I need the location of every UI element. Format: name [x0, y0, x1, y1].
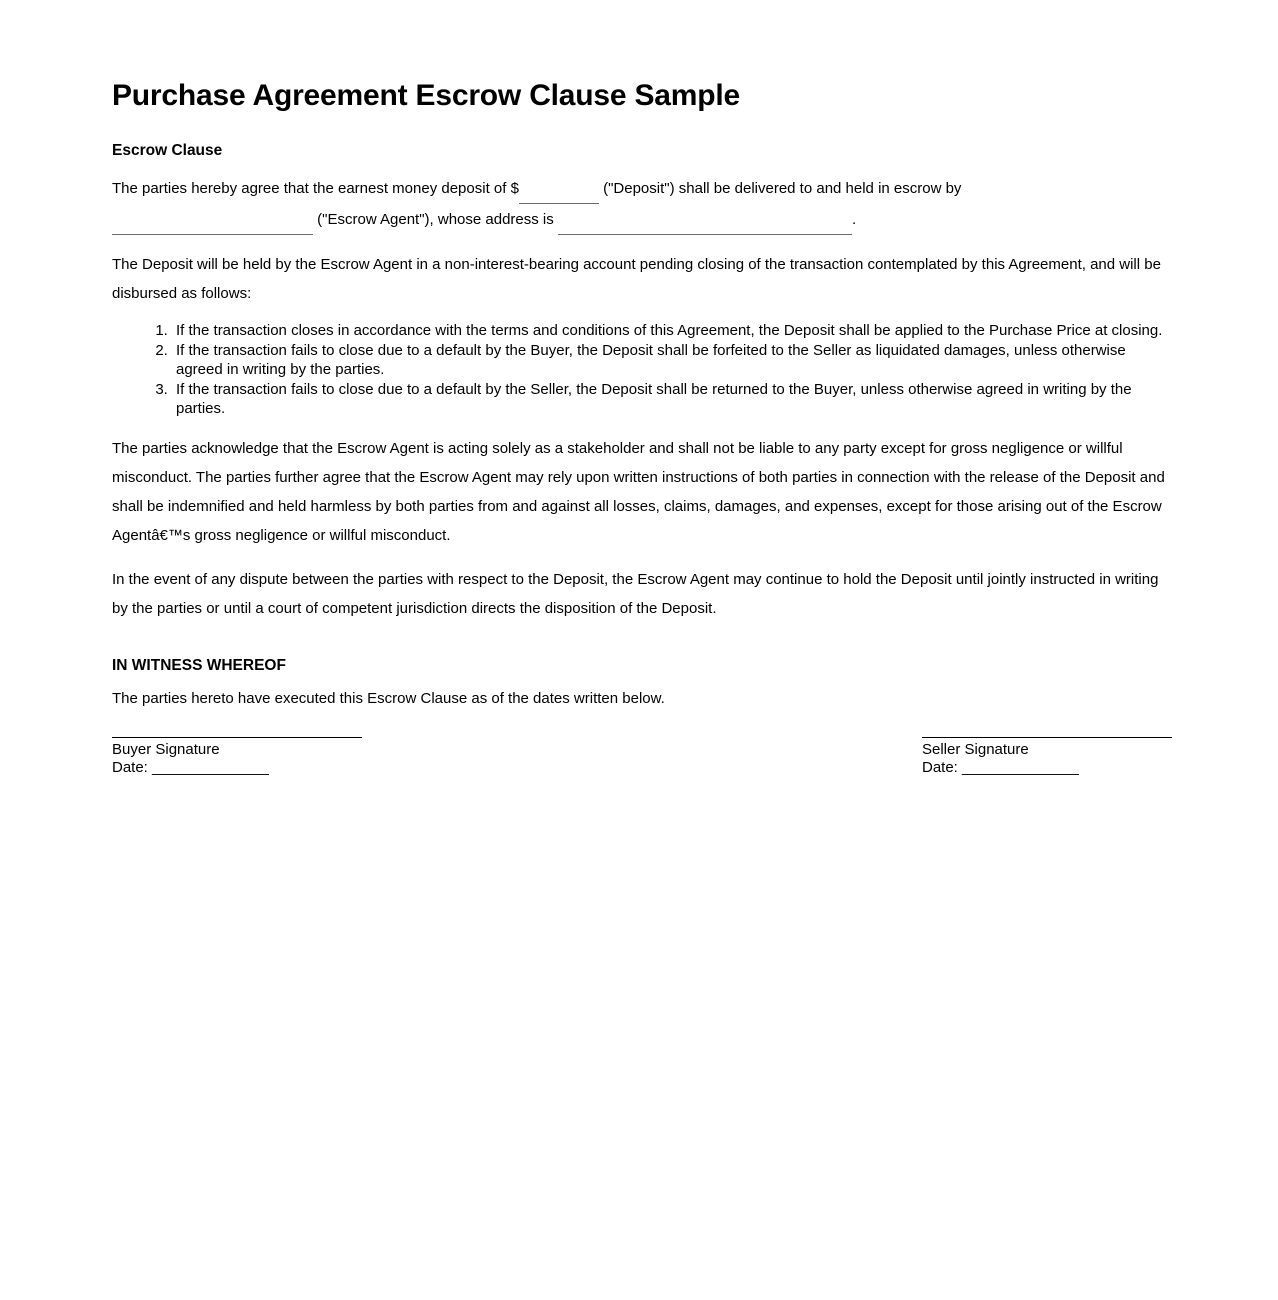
- list-item: 2. If the transaction fails to close due to a default by the Buyer, the Deposit shall be forfeited to the Seller as liquidated damages, unless otherwise agreed in writing by the parties.: [172, 341, 1176, 380]
- clause-intro-text-part4: .: [851, 211, 857, 228]
- witness-execution-text: The parties hereto have executed this Escrow Clause as of the dates written below.: [112, 689, 665, 707]
- clause-intro-text-part1: The parties hereby agree that the earnest money deposit of $: [112, 180, 519, 197]
- buyer-signature-line[interactable]: [112, 737, 362, 738]
- buyer-date-field[interactable]: Date: ______________: [112, 759, 269, 776]
- deposit-amount-blank[interactable]: [519, 188, 599, 204]
- document-content: [112, 0, 1176, 710]
- disbursement-list: [112, 308, 1176, 419]
- dispute-resolution-paragraph: In the event of any dispute between the parties with respect to the Deposit, the Escrow Agent may continue to hold the Deposit until jointly instructed in writing by the parties or until a court of competent jurisdiction directs the disposition of the Deposit.: [112, 570, 1159, 617]
- section-heading-in-witness-whereof: IN WITNESS WHEREOF: [112, 656, 286, 674]
- seller-signature-block: [922, 737, 1172, 777]
- escrow-agent-address-blank[interactable]: [558, 219, 852, 235]
- clause-intro-text-part3: ("Escrow Agent"), whose address is: [317, 211, 554, 228]
- buyer-signature-block: [112, 737, 362, 777]
- list-item: 3. If the transaction fails to close due to a default by the Seller, the Deposit shall be returned to the Buyer, unless otherwise agreed in writing by the parties.: [172, 380, 1176, 419]
- escrow-agent-name-blank[interactable]: [112, 219, 313, 235]
- signature-area: [112, 737, 1176, 797]
- seller-signature-line[interactable]: [922, 737, 1172, 738]
- clause-intro-text-part2: ("Deposit") shall be delivered to and held in escrow by: [603, 180, 962, 197]
- stakeholder-liability-paragraph: The parties acknowledge that the Escrow Agent is acting solely as a stakeholder and shall not be liable to any party except for gross negligence or willful misconduct. The parties further agree that the Escrow Agent may rely upon written instructions of both parties in connection with the release of the Deposit and shall be indemnified and held harmless by both parties from and against all losses, claims, damages, and expenses, except for those arising out of the Escrow Agentâ€™s gross negligence or willful misconduct.: [112, 439, 1165, 544]
- deposit-holding-paragraph: The Deposit will be held by the Escrow Agent in a non-interest-bearing account pending closing of the transaction contemplated by this Agreement, and will be disbursed as follows:: [112, 256, 1161, 302]
- list-item: 1. If the transaction closes in accordance with the terms and conditions of this Agreement, the Deposit shall be applied to the Purchase Price at closing.: [172, 321, 1176, 341]
- seller-date-field[interactable]: Date: ______________: [922, 759, 1079, 776]
- seller-signature-label: Seller Signature: [922, 741, 1029, 758]
- section-heading-escrow-clause: Escrow Clause: [112, 142, 223, 159]
- buyer-signature-label: Buyer Signature: [112, 741, 220, 758]
- escrow-clause-intro-paragraph: [112, 161, 1176, 235]
- page-title: Purchase Agreement Escrow Clause Sample: [112, 79, 741, 112]
